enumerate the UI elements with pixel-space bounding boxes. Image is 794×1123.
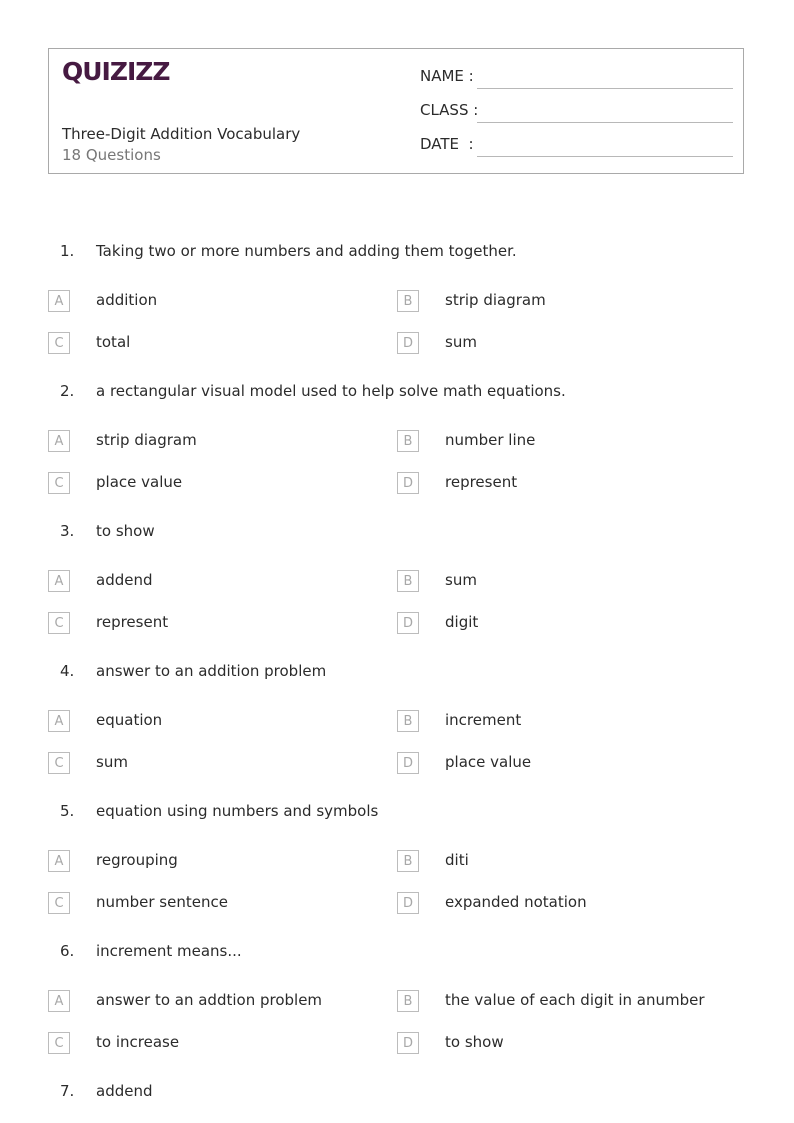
worksheet-title: Three-Digit Addition Vocabulary: [62, 125, 301, 143]
answer-option-c[interactable]: [48, 612, 378, 636]
question-text: answer to an addition problem: [96, 662, 327, 680]
option-text: to show: [445, 1033, 504, 1051]
question-7: [0, 1082, 794, 1112]
answer-option-d[interactable]: [397, 892, 727, 916]
question-number: 2.: [60, 382, 75, 400]
option-text: the value of each digit in anumber: [445, 991, 705, 1009]
question-text: to show: [96, 522, 155, 540]
option-text: strip diagram: [96, 431, 197, 449]
option-text: regrouping: [96, 851, 178, 869]
question-6: [0, 942, 794, 972]
option-letter-box[interactable]: B: [397, 570, 419, 592]
option-letter-box[interactable]: C: [48, 332, 70, 354]
option-letter-box[interactable]: D: [397, 472, 419, 494]
option-text: sum: [445, 571, 477, 589]
answer-option-b[interactable]: [397, 710, 727, 734]
option-text: number line: [445, 431, 536, 449]
name-label: NAME :: [420, 67, 474, 85]
option-letter-box[interactable]: B: [397, 850, 419, 872]
option-text: sum: [445, 333, 477, 351]
answer-option-b[interactable]: [397, 850, 727, 874]
question-3: [0, 522, 794, 552]
option-text: addition: [96, 291, 158, 309]
question-5: [0, 802, 794, 832]
answer-option-a[interactable]: [48, 570, 378, 594]
answer-option-c[interactable]: [48, 472, 378, 496]
question-text: equation using numbers and symbols: [96, 802, 379, 820]
option-text: diti: [445, 851, 469, 869]
question-text: a rectangular visual model used to help solve math equations.: [96, 382, 566, 400]
answer-option-a[interactable]: [48, 290, 378, 314]
answer-option-b[interactable]: [397, 430, 727, 454]
option-text: represent: [445, 473, 518, 491]
option-letter-box[interactable]: B: [397, 710, 419, 732]
question-4: [0, 662, 794, 692]
question-text: Taking two or more numbers and adding them together.: [96, 242, 517, 260]
option-letter-box[interactable]: D: [397, 752, 419, 774]
option-text: digit: [445, 613, 479, 631]
option-text: strip diagram: [445, 291, 546, 309]
option-letter-box[interactable]: C: [48, 1032, 70, 1054]
answer-option-a[interactable]: [48, 710, 378, 734]
answer-option-b[interactable]: [397, 290, 727, 314]
answer-option-c[interactable]: [48, 752, 378, 776]
date-label: DATE :: [420, 135, 474, 153]
option-text: represent: [96, 613, 169, 631]
answer-option-d[interactable]: [397, 472, 727, 496]
question-number: 5.: [60, 802, 75, 820]
question-text: addend: [96, 1082, 153, 1100]
option-letter-box[interactable]: A: [48, 290, 70, 312]
option-letter-box[interactable]: B: [397, 990, 419, 1012]
question-count: 18 Questions: [62, 146, 161, 164]
answer-option-a[interactable]: [48, 990, 378, 1014]
option-text: place value: [445, 753, 532, 771]
question-number: 4.: [60, 662, 75, 680]
date-field[interactable]: [420, 135, 733, 159]
option-text: equation: [96, 711, 163, 729]
option-text: increment: [445, 711, 522, 729]
option-text: place value: [96, 473, 183, 491]
name-field[interactable]: [420, 67, 733, 91]
question-2: [0, 382, 794, 412]
question-number: 3.: [60, 522, 75, 540]
class-line[interactable]: [477, 122, 733, 123]
option-text: total: [96, 333, 131, 351]
quizizz-logo: QUIZIZZ: [62, 57, 170, 86]
option-letter-box[interactable]: C: [48, 472, 70, 494]
option-letter-box[interactable]: B: [397, 430, 419, 452]
option-text: addend: [96, 571, 153, 589]
option-letter-box[interactable]: D: [397, 892, 419, 914]
option-text: expanded notation: [445, 893, 587, 911]
option-text: sum: [96, 753, 128, 771]
question-number: 1.: [60, 242, 75, 260]
date-line[interactable]: [477, 156, 733, 157]
answer-option-d[interactable]: [397, 612, 727, 636]
option-letter-box[interactable]: D: [397, 612, 419, 634]
answer-option-b[interactable]: [397, 570, 727, 594]
answer-option-d[interactable]: [397, 752, 727, 776]
option-letter-box[interactable]: A: [48, 990, 70, 1012]
answer-option-a[interactable]: [48, 430, 378, 454]
option-letter-box[interactable]: A: [48, 710, 70, 732]
answer-option-c[interactable]: [48, 1032, 378, 1056]
answer-option-d[interactable]: [397, 332, 727, 356]
option-letter-box[interactable]: D: [397, 332, 419, 354]
option-letter-box[interactable]: B: [397, 290, 419, 312]
question-number: 7.: [60, 1082, 75, 1100]
option-letter-box[interactable]: C: [48, 612, 70, 634]
name-line[interactable]: [477, 88, 733, 89]
class-field[interactable]: [420, 101, 733, 125]
question-1: [0, 242, 794, 272]
question-number: 6.: [60, 942, 75, 960]
answer-option-a[interactable]: [48, 850, 378, 874]
option-letter-box[interactable]: A: [48, 850, 70, 872]
option-letter-box[interactable]: C: [48, 752, 70, 774]
answer-option-b[interactable]: [397, 990, 727, 1014]
option-letter-box[interactable]: D: [397, 1032, 419, 1054]
option-letter-box[interactable]: A: [48, 430, 70, 452]
option-text: answer to an addtion problem: [96, 991, 323, 1009]
option-letter-box[interactable]: A: [48, 570, 70, 592]
worksheet-header: [48, 48, 744, 174]
answer-option-c[interactable]: [48, 332, 378, 356]
answer-option-c[interactable]: [48, 892, 378, 916]
option-letter-box[interactable]: C: [48, 892, 70, 914]
option-text: to increase: [96, 1033, 180, 1051]
question-text: increment means...: [96, 942, 242, 960]
answer-option-d[interactable]: [397, 1032, 727, 1056]
class-label: CLASS :: [420, 101, 479, 119]
option-text: number sentence: [96, 893, 228, 911]
